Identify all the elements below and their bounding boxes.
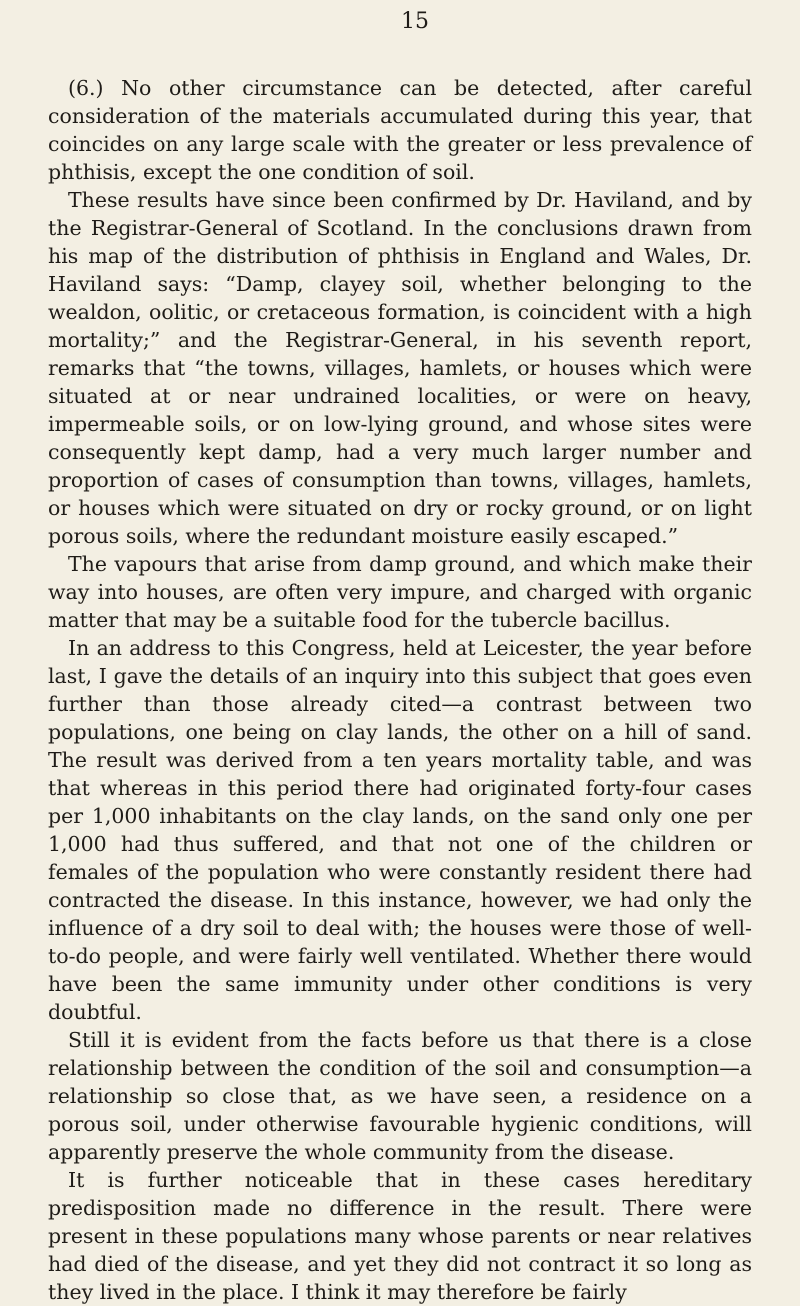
page-number: 15	[401, 9, 429, 34]
paragraph-leicester-address: In an address to this Congress, held at Leicester, the year before last, I gave the details of an inquiry into this subject that goes even further than those already cited—a contrast between two populations, one being on clay lands, the other on a hill of sand. The result was derived from a ten years mortality table, and was that whereas in this period there had originated forty-four cases per 1,000 inhabitants on the clay lands, on the sand only one per 1,000 had thus suffered, and that not one of the children or females of the population who were constantly resident there had contracted the disease. In this instance, however, we had only the influence of a dry soil to deal with; the houses were those of well-to-do people, and were fairly well ventilated. Whether there would have been the same immunity under other conditions is very doubtful.	[48, 636, 752, 1024]
paragraph-haviland-registrar: These results have since been confirmed by Dr. Haviland, and by the Registrar-General of Scotland. In the conclusions drawn from his map of the distribution of phthisis in England and Wales, Dr. Haviland says: “Damp, clayey soil, whether belonging to the wealdon, oolitic, or cretaceous formation, is coincident with a high mortality;” and the Registrar-General, in his seventh report, remarks that “the towns, villages, hamlets, or houses which were situated at or near undrained localities, or were on heavy, impermeable soils, or on low-lying ground, and whose sites were consequently kept damp, had a very much larger number and proportion of cases of consumption than towns, villages, hamlets, or houses which were situated on dry or rocky ground, or on light porous soils, where the redundant moisture easily escaped.”	[48, 188, 752, 548]
paragraph-circumstance: (6.) No other circumstance can be detected, after careful consideration of the materials accumulated during this year, that coincides on any large scale with the greater or less prevalence of phthisis, except the one condition of soil.	[48, 76, 752, 184]
paragraph-vapours: The vapours that arise from damp ground, and which make their way into houses, are often very impure, and charged with organic matter that may be a suitable food for the tubercle bacillus.	[48, 552, 752, 632]
paragraph-hereditary: It is further noticeable that in these cases hereditary predisposition made no difference in the result. There were present in these populations many whose parents or near relatives had died of the disease, and yet they did not contract it so long as they lived in the place. I think it may therefore be fairly	[48, 1168, 752, 1304]
paragraph-soil-relationship: Still it is evident from the facts before us that there is a close relationship between the condition of the soil and consumption—a relationship so close that, as we have seen, a residence on a porous soil, under otherwise favourable hygienic conditions, will apparently preserve the whole community from the disease.	[48, 1028, 752, 1164]
